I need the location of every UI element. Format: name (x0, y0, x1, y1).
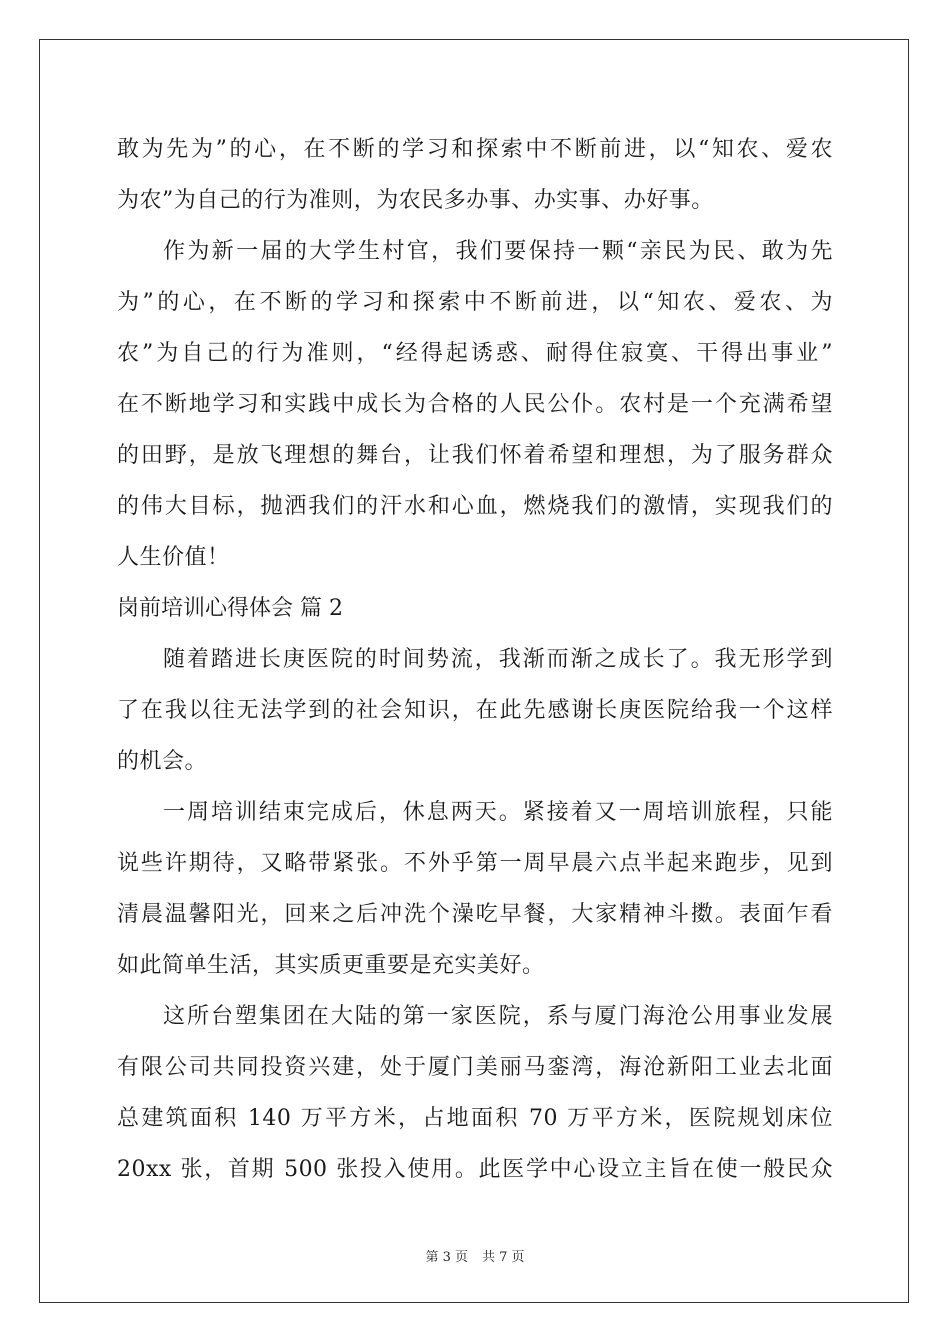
text-lines (117, 124, 833, 1195)
page-footer (0, 1246, 950, 1265)
text-line: 清晨温馨阳光，回来之后冲洗个澡吃早餐，大家精神斗擞。表面乍看 (117, 902, 833, 927)
text-line: 的田野，是放飞理想的舞台，让我们怀着希望和理想，为了服务群众 (117, 443, 833, 468)
text-line: 的机会。 (117, 749, 208, 774)
page-total: 共 7 页 (482, 1250, 525, 1265)
text-line: 有限公司共同投资兴建，处于厦门美丽马銮湾，海沧新阳工业去北面 (117, 1055, 833, 1080)
text-line: 说些许期待，又略带紧张。不外乎第一周早晨六点半起来跑步，见到 (117, 851, 833, 876)
text-line: 的伟大目标，抛洒我们的汗水和心血，燃烧我们的激情，实现我们的 (117, 494, 833, 519)
text-line: 敢为先为”的心，在不断的学习和探索中不断前进，以“知农、爱农 (117, 137, 833, 162)
text-line: 随着踏进长庚医院的时间势流，我渐而渐之成长了。我无形学到 (163, 647, 833, 672)
text-line: 如此简单生活，其实质更重要是充实美好。 (117, 953, 545, 978)
text-line: 了在我以往无法学到的社会知识，在此先感谢长庚医院给我一个这样 (117, 698, 833, 723)
text-line: 在不断地学习和实践中成长为合格的人民公仆。农村是一个充满希望 (117, 392, 833, 417)
page-number: 第 3 页 (425, 1250, 468, 1265)
text-line: 20xx 张，首期 500 张投入使用。此医学中心设立主旨在使一般民众 (117, 1157, 833, 1182)
text-line: 总建筑面积 140 万平方米，占地面积 70 万平方米，医院规划床位 (117, 1106, 833, 1131)
text-line: 农”为自己的行为准则，“经得起诱惑、耐得住寂寞、干得出事业” (117, 341, 833, 366)
text-line: 一周培训结束完成后，休息两天。紧接着又一周培训旅程，只能 (163, 800, 833, 825)
text-line: 这所台塑集团在大陆的第一家医院，系与厦门海沧公用事业发展 (163, 1004, 833, 1029)
text-line: 人生价值！ (117, 545, 230, 570)
document-body (117, 124, 833, 1195)
text-line: 为”的心，在不断的学习和探索中不断前进，以“知农、爱农、为 (117, 290, 833, 315)
text-line: 作为新一届的大学生村官，我们要保持一颗“亲民为民、敢为先 (163, 239, 833, 264)
section-heading: 岗前培训心得体会 篇 2 (117, 596, 343, 621)
text-line: 为农”为自己的行为准则，为农民多办事、办实事、办好事。 (117, 188, 714, 213)
